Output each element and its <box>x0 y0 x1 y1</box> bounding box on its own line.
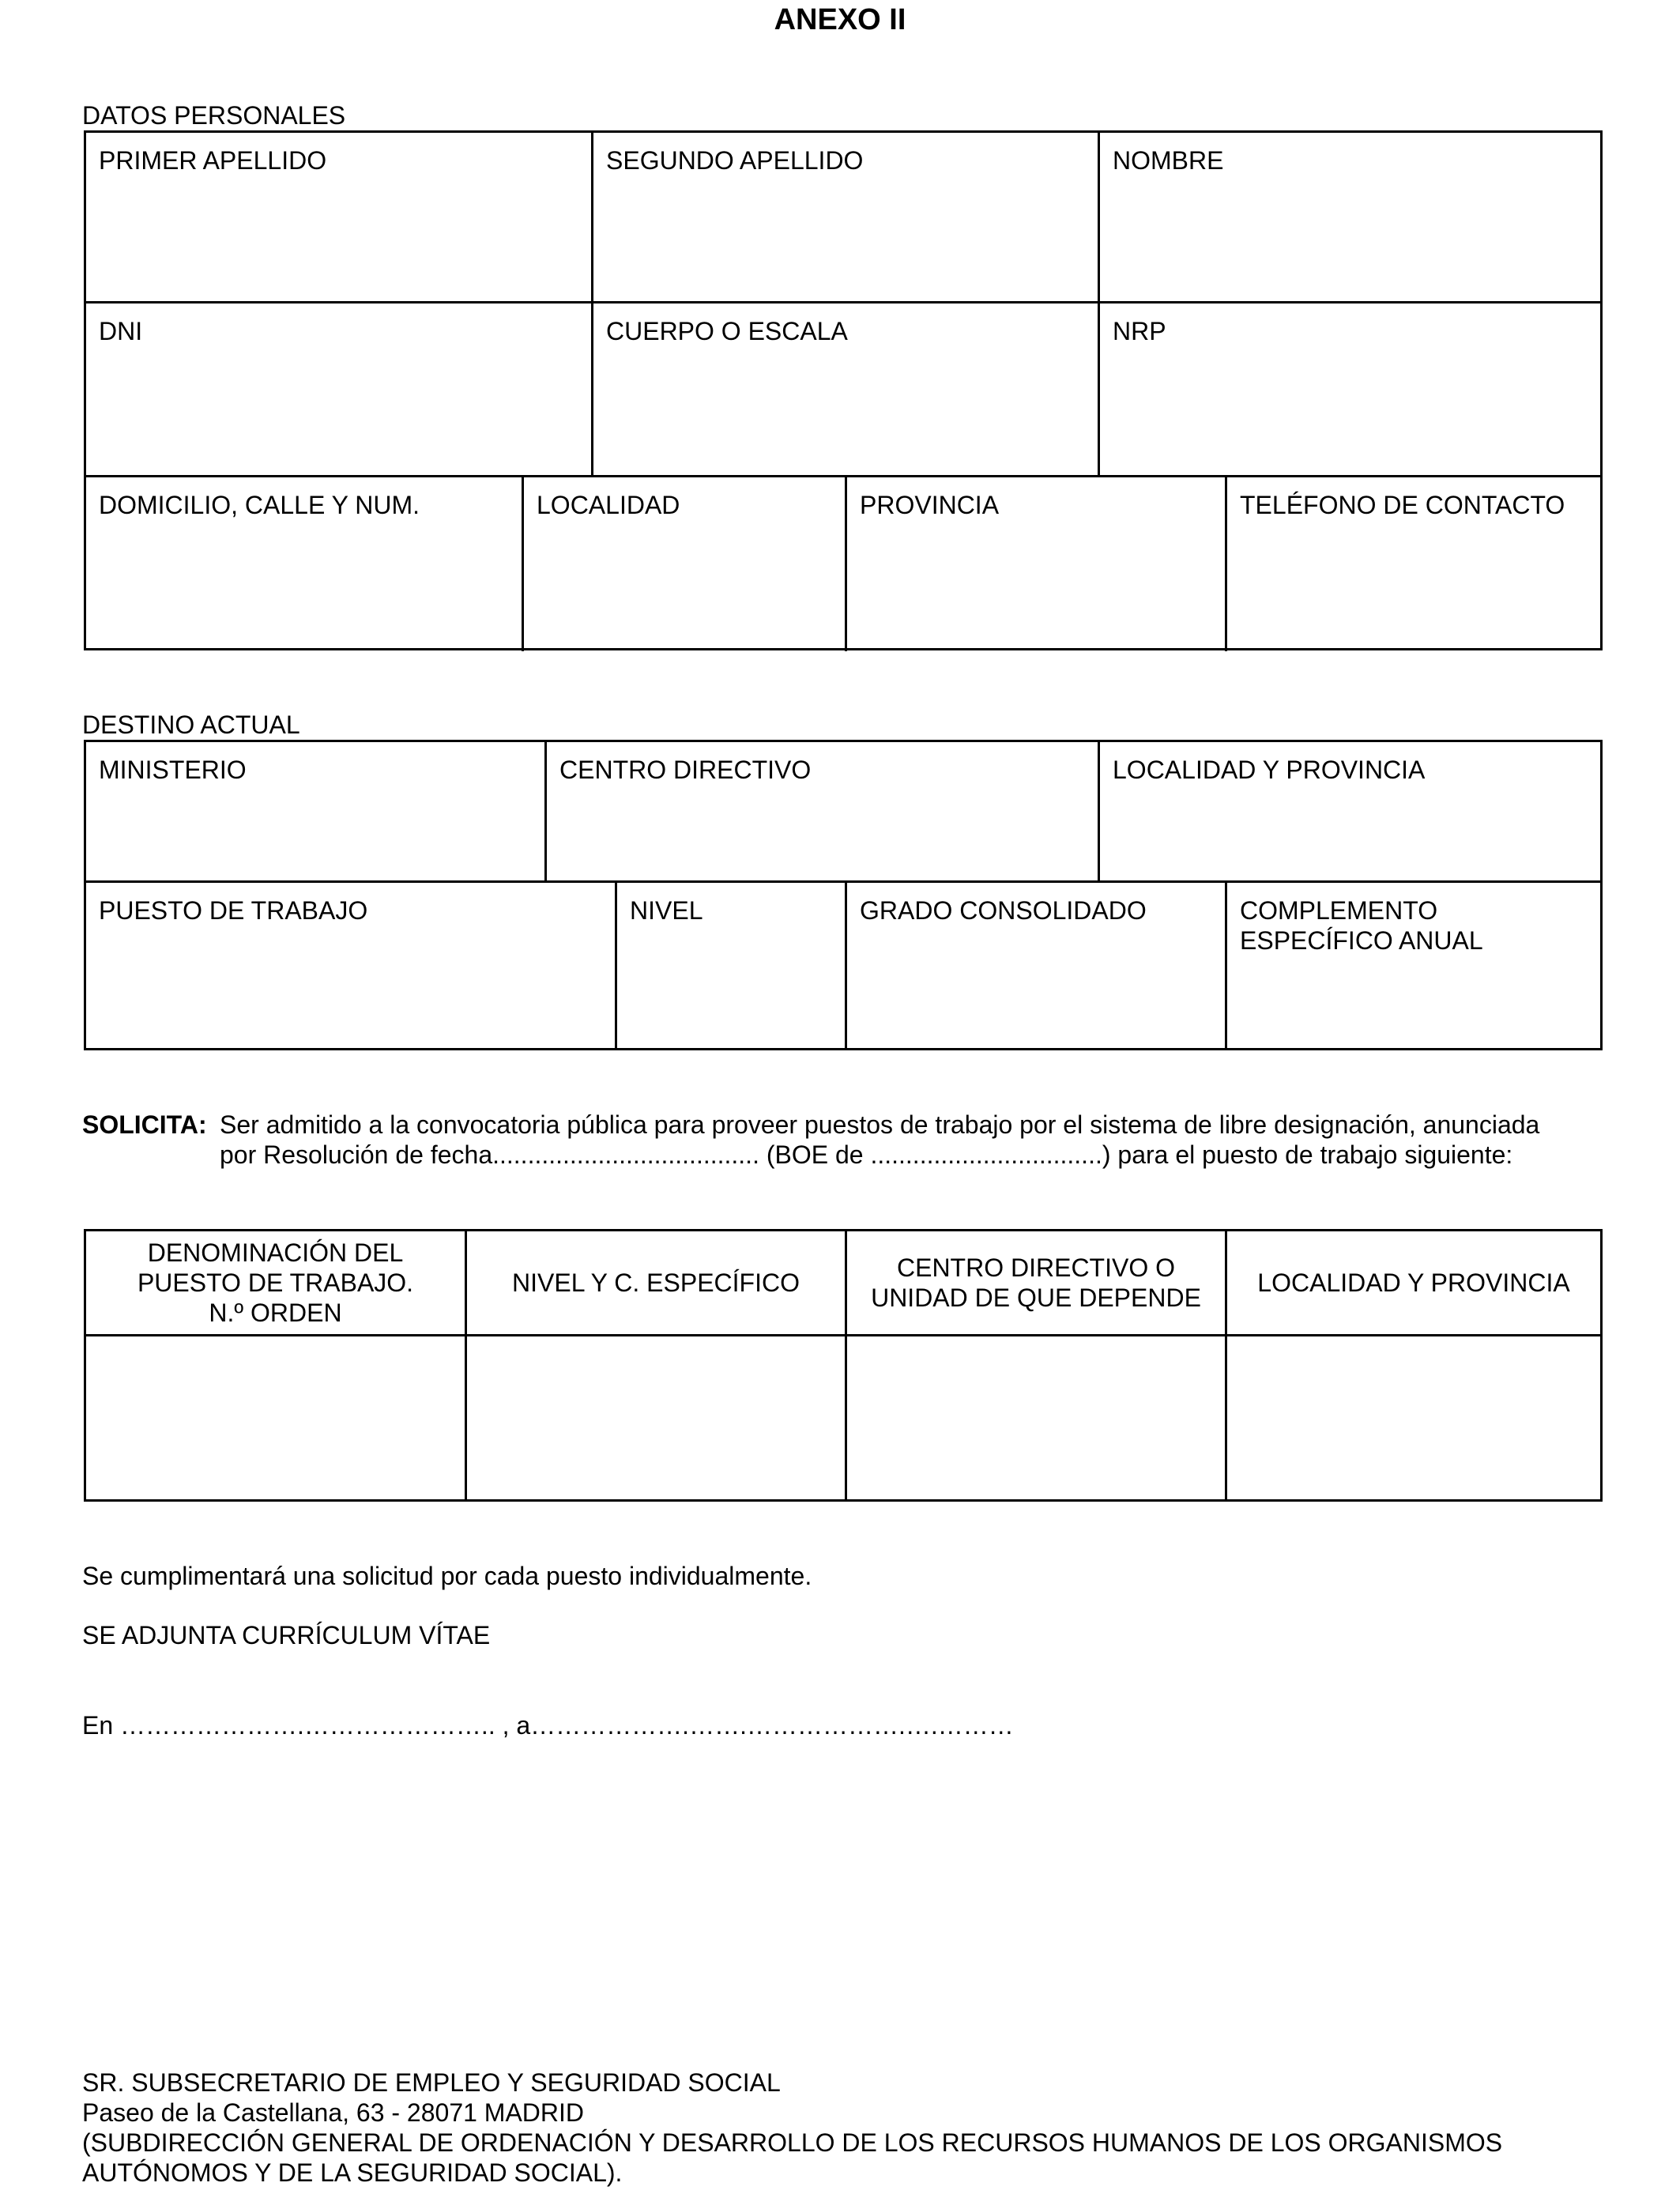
nrp-field[interactable] <box>1100 303 1600 475</box>
note-individual: Se cumplimentará una solicitud por cada puesto individualmente. <box>82 1562 812 1590</box>
grado-consolidado-field[interactable] <box>847 883 1225 1048</box>
field-label: PUESTO DE TRABAJO <box>99 896 368 925</box>
centro-directivo-input-cell[interactable] <box>847 1336 1225 1499</box>
segundo-apellido-field[interactable] <box>593 133 1098 301</box>
field-label: MINISTERIO <box>99 756 247 784</box>
footer-address: Paseo de la Castellana, 63 - 28071 MADRID <box>82 2098 585 2127</box>
solicita-label: SOLICITA: <box>82 1110 207 1139</box>
field-label: NIVEL <box>630 896 703 925</box>
provincia-field[interactable] <box>847 477 1225 648</box>
datos-personales-table <box>84 130 1603 650</box>
domicilio-field[interactable] <box>86 477 522 648</box>
footer-subdireccion-2: AUTÓNOMOS Y DE LA SEGURIDAD SOCIAL). <box>82 2158 623 2187</box>
nivel-especifico-input-cell[interactable] <box>467 1336 845 1499</box>
field-label: NRP <box>1113 317 1166 345</box>
solicita-line-1: Ser admitido a la convocatoria pública para proveer puestos de trabajo por el sistema de libre designación, anunciada <box>220 1110 1540 1139</box>
footer-addressee: SR. SUBSECRETARIO DE EMPLEO Y SEGURIDAD SOCIAL <box>82 2068 781 2097</box>
complemento-especifico-field[interactable] <box>1227 883 1600 1048</box>
field-label: LOCALIDAD <box>537 491 680 519</box>
field-label: NOMBRE <box>1113 146 1224 175</box>
localidad-field[interactable] <box>524 477 845 648</box>
field-label: COMPLEMENTO ESPECÍFICO ANUAL <box>1240 896 1483 955</box>
datos-personales-heading: DATOS PERSONALES <box>82 101 346 130</box>
denominacion-input-cell[interactable] <box>86 1336 465 1499</box>
field-label: TELÉFONO DE CONTACTO <box>1240 491 1565 519</box>
header-localidad-provincia: LOCALIDAD Y PROVINCIA <box>1257 1269 1570 1297</box>
note-curriculum: SE ADJUNTA CURRÍCULUM VÍTAE <box>82 1621 491 1649</box>
solicita-line-2: por Resolución de fecha...................................... (BOE de .................................) para el puesto de trabajo siguiente: <box>220 1140 1513 1169</box>
lugar-fecha-line[interactable]: En ………………….………………….. , a……………….…….……………….….……… <box>82 1711 1014 1740</box>
header-nivel-especifico: NIVEL Y C. ESPECÍFICO <box>512 1269 800 1297</box>
puesto-solicitado-table <box>84 1229 1603 1502</box>
ministerio-field[interactable] <box>86 742 544 880</box>
puesto-trabajo-field[interactable] <box>86 883 615 1048</box>
field-label: CENTRO DIRECTIVO <box>559 756 812 784</box>
primer-apellido-field[interactable] <box>86 133 591 301</box>
field-label: GRADO CONSOLIDADO <box>860 896 1147 925</box>
page-title: ANEXO II <box>774 3 906 36</box>
telefono-field[interactable] <box>1227 477 1600 648</box>
field-label: PROVINCIA <box>860 491 1000 519</box>
field-label: PRIMER APELLIDO <box>99 146 327 175</box>
localidad-provincia-input-cell[interactable] <box>1227 1336 1600 1499</box>
field-label: LOCALIDAD Y PROVINCIA <box>1113 756 1426 784</box>
nombre-field[interactable] <box>1100 133 1600 301</box>
field-label: CUERPO O ESCALA <box>606 317 848 345</box>
field-label: SEGUNDO APELLIDO <box>606 146 864 175</box>
field-label: DNI <box>99 317 143 345</box>
footer-subdireccion-1: (SUBDIRECCIÓN GENERAL DE ORDENACIÓN Y DESARROLLO DE LOS RECURSOS HUMANOS DE LOS ORGANISMOS <box>82 2128 1503 2157</box>
localidad-provincia-field[interactable] <box>1100 742 1600 880</box>
header-centro-directivo: CENTRO DIRECTIVO O UNIDAD DE QUE DEPENDE <box>871 1253 1201 1312</box>
destino-actual-table <box>84 740 1603 1050</box>
field-label: DOMICILIO, CALLE Y NUM. <box>99 491 420 519</box>
destino-actual-heading: DESTINO ACTUAL <box>82 711 300 739</box>
cuerpo-escala-field[interactable] <box>593 303 1098 475</box>
header-denominacion: DENOMINACIÓN DEL PUESTO DE TRABAJO. N.º ORDEN <box>137 1238 414 1327</box>
nivel-field[interactable] <box>617 883 845 1048</box>
centro-directivo-field[interactable] <box>547 742 1098 880</box>
dni-field[interactable] <box>86 303 591 475</box>
